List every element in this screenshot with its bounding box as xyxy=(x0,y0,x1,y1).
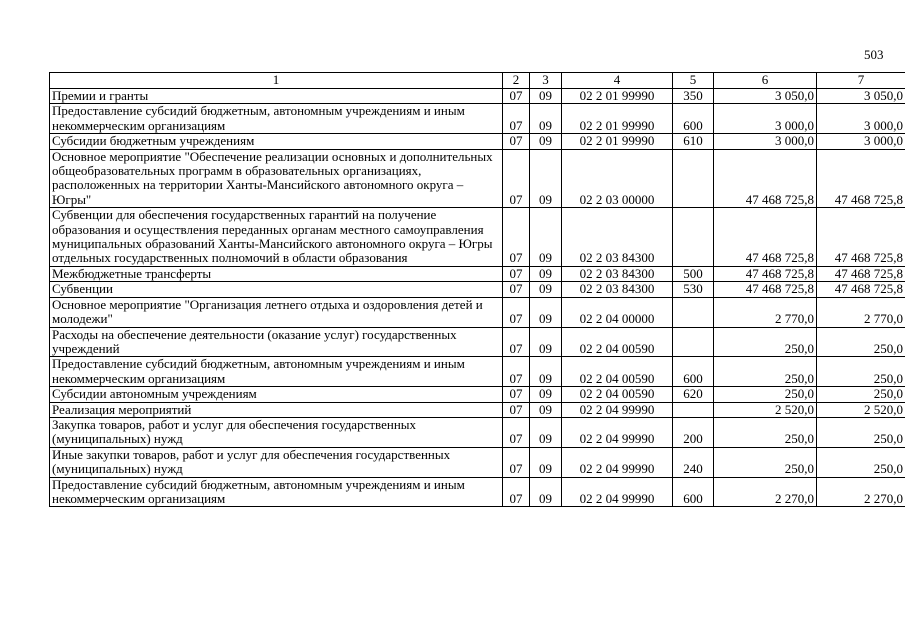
amount-col-6: 250,0 xyxy=(714,327,817,357)
table-row xyxy=(50,477,905,507)
amount-col-7: 250,0 xyxy=(817,387,905,402)
subsection-code: 09 xyxy=(530,477,562,507)
subsection-code: 09 xyxy=(530,134,562,149)
header-cell-2: 2 xyxy=(503,73,530,89)
expense-type-code: 200 xyxy=(673,417,714,447)
expense-type-code: 600 xyxy=(673,104,714,134)
amount-col-7: 2 270,0 xyxy=(817,477,905,507)
amount-col-7: 3 000,0 xyxy=(817,104,905,134)
header-cell-4: 4 xyxy=(562,73,673,89)
expense-type-code: 600 xyxy=(673,357,714,387)
table-row xyxy=(50,327,905,357)
section-code: 07 xyxy=(503,417,530,447)
subsection-code: 09 xyxy=(530,149,562,208)
amount-col-7: 2 770,0 xyxy=(817,297,905,327)
expense-type-code xyxy=(673,208,714,267)
header-cell-1: 1 xyxy=(50,73,503,89)
amount-col-7: 47 468 725,8 xyxy=(817,266,905,281)
amount-col-6: 3 050,0 xyxy=(714,89,817,104)
table-row xyxy=(50,89,905,104)
table-row xyxy=(50,282,905,297)
table-row xyxy=(50,134,905,149)
section-code: 07 xyxy=(503,387,530,402)
item-name: Предоставление субсидий бюджетным, автономным учреждениям и иным некоммерческим организациям xyxy=(50,477,503,507)
item-name: Основное мероприятие "Обеспечение реализации основных и дополнительных общеобразовательных программ в образовательных организациях, расположенных на территории Ханты-Мансийского автономного округа – Югры" xyxy=(50,149,503,208)
subsection-code: 09 xyxy=(530,417,562,447)
amount-col-7: 3 050,0 xyxy=(817,89,905,104)
page-number: 503 xyxy=(864,47,884,62)
table-row xyxy=(50,387,905,402)
expense-type-code xyxy=(673,327,714,357)
amount-col-6: 2 520,0 xyxy=(714,402,817,417)
section-code: 07 xyxy=(503,134,530,149)
expense-type-code xyxy=(673,402,714,417)
target-code: 02 2 04 00000 xyxy=(562,297,673,327)
section-code: 07 xyxy=(503,282,530,297)
expense-type-code xyxy=(673,149,714,208)
expense-type-code: 530 xyxy=(673,282,714,297)
section-code: 07 xyxy=(503,89,530,104)
expense-type-code: 620 xyxy=(673,387,714,402)
item-name: Предоставление субсидий бюджетным, автономным учреждениям и иным некоммерческим организациям xyxy=(50,357,503,387)
expense-type-code xyxy=(673,297,714,327)
amount-col-7: 250,0 xyxy=(817,357,905,387)
subsection-code: 09 xyxy=(530,327,562,357)
item-name: Субвенции для обеспечения государственных гарантий на получение образования и осуществления переданных органам местного самоуправления муниципальных образований Ханты-Мансийского автономного округа – Югры отдельных государственных полномочий в области образования xyxy=(50,208,503,267)
table-row xyxy=(50,357,905,387)
table-row xyxy=(50,104,905,134)
header-cell-6: 6 xyxy=(714,73,817,89)
target-code: 02 2 01 99990 xyxy=(562,134,673,149)
subsection-code: 09 xyxy=(530,357,562,387)
section-code: 07 xyxy=(503,447,530,477)
header-row xyxy=(50,73,905,89)
amount-col-7: 47 468 725,8 xyxy=(817,149,905,208)
expense-type-code: 240 xyxy=(673,447,714,477)
subsection-code: 09 xyxy=(530,104,562,134)
section-code: 07 xyxy=(503,266,530,281)
target-code: 02 2 04 99990 xyxy=(562,447,673,477)
amount-col-7: 47 468 725,8 xyxy=(817,282,905,297)
expense-type-code: 350 xyxy=(673,89,714,104)
budget-table xyxy=(49,72,905,507)
subsection-code: 09 xyxy=(530,282,562,297)
item-name: Межбюджетные трансферты xyxy=(50,266,503,281)
subsection-code: 09 xyxy=(530,89,562,104)
subsection-code: 09 xyxy=(530,447,562,477)
header-cell-7: 7 xyxy=(817,73,905,89)
target-code: 02 2 03 00000 xyxy=(562,149,673,208)
table-row xyxy=(50,447,905,477)
amount-col-6: 250,0 xyxy=(714,417,817,447)
header-cell-5: 5 xyxy=(673,73,714,89)
amount-col-6: 250,0 xyxy=(714,357,817,387)
subsection-code: 09 xyxy=(530,297,562,327)
target-code: 02 2 04 00590 xyxy=(562,327,673,357)
amount-col-6: 2 270,0 xyxy=(714,477,817,507)
target-code: 02 2 04 00590 xyxy=(562,357,673,387)
subsection-code: 09 xyxy=(530,208,562,267)
amount-col-6: 47 468 725,8 xyxy=(714,266,817,281)
amount-col-6: 3 000,0 xyxy=(714,134,817,149)
section-code: 07 xyxy=(503,327,530,357)
item-name: Закупка товаров, работ и услуг для обеспечения государственных (муниципальных) нужд xyxy=(50,417,503,447)
subsection-code: 09 xyxy=(530,387,562,402)
amount-col-7: 250,0 xyxy=(817,327,905,357)
amount-col-6: 47 468 725,8 xyxy=(714,149,817,208)
target-code: 02 2 03 84300 xyxy=(562,208,673,267)
amount-col-7: 250,0 xyxy=(817,447,905,477)
table-row xyxy=(50,417,905,447)
amount-col-7: 250,0 xyxy=(817,417,905,447)
section-code: 07 xyxy=(503,357,530,387)
target-code: 02 2 04 00590 xyxy=(562,387,673,402)
table-row xyxy=(50,208,905,267)
target-code: 02 2 04 99990 xyxy=(562,402,673,417)
section-code: 07 xyxy=(503,402,530,417)
amount-col-6: 47 468 725,8 xyxy=(714,282,817,297)
item-name: Премии и гранты xyxy=(50,89,503,104)
item-name: Субвенции xyxy=(50,282,503,297)
item-name: Субсидии бюджетным учреждениям xyxy=(50,134,503,149)
section-code: 07 xyxy=(503,149,530,208)
expense-type-code: 610 xyxy=(673,134,714,149)
amount-col-6: 250,0 xyxy=(714,387,817,402)
target-code: 02 2 03 84300 xyxy=(562,282,673,297)
target-code: 02 2 04 99990 xyxy=(562,477,673,507)
amount-col-6: 250,0 xyxy=(714,447,817,477)
section-code: 07 xyxy=(503,477,530,507)
target-code: 02 2 03 84300 xyxy=(562,266,673,281)
item-name: Предоставление субсидий бюджетным, автономным учреждениям и иным некоммерческим организациям xyxy=(50,104,503,134)
section-code: 07 xyxy=(503,208,530,267)
amount-col-6: 47 468 725,8 xyxy=(714,208,817,267)
section-code: 07 xyxy=(503,297,530,327)
amount-col-6: 2 770,0 xyxy=(714,297,817,327)
expense-type-code: 500 xyxy=(673,266,714,281)
amount-col-7: 3 000,0 xyxy=(817,134,905,149)
table-row xyxy=(50,402,905,417)
item-name: Расходы на обеспечение деятельности (оказание услуг) государственных учреждений xyxy=(50,327,503,357)
target-code: 02 2 01 99990 xyxy=(562,104,673,134)
table-header xyxy=(50,73,905,89)
item-name: Основное мероприятие "Организация летнего отдыха и оздоровления детей и молодежи" xyxy=(50,297,503,327)
item-name: Реализация мероприятий xyxy=(50,402,503,417)
amount-col-6: 3 000,0 xyxy=(714,104,817,134)
item-name: Иные закупки товаров, работ и услуг для обеспечения государственных (муниципальных) нужд xyxy=(50,447,503,477)
subsection-code: 09 xyxy=(530,402,562,417)
amount-col-7: 47 468 725,8 xyxy=(817,208,905,267)
header-cell-3: 3 xyxy=(530,73,562,89)
table-body xyxy=(50,89,905,507)
expense-type-code: 600 xyxy=(673,477,714,507)
amount-col-7: 2 520,0 xyxy=(817,402,905,417)
target-code: 02 2 04 99990 xyxy=(562,417,673,447)
table-row xyxy=(50,149,905,208)
table-row xyxy=(50,297,905,327)
table-row xyxy=(50,266,905,281)
subsection-code: 09 xyxy=(530,266,562,281)
target-code: 02 2 01 99990 xyxy=(562,89,673,104)
section-code: 07 xyxy=(503,104,530,134)
item-name: Субсидии автономным учреждениям xyxy=(50,387,503,402)
